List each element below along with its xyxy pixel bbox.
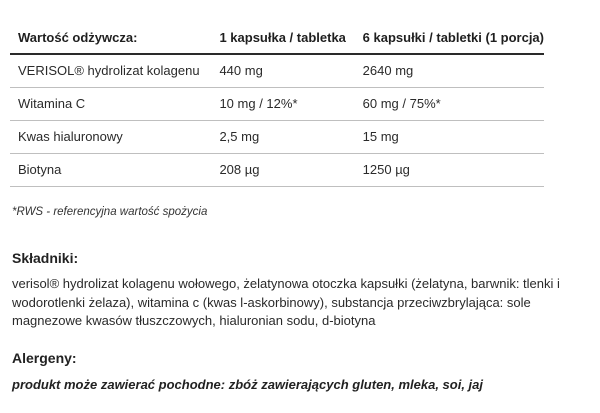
per-capsule-value: 10 mg / 12%* (219, 96, 298, 111)
column-header-per-capsule: 1 kapsułka / tabletka (219, 30, 346, 45)
allergens-text: produkt może zawierać pochodne: zbóż zawierających gluten, mleka, soi, jaj (12, 377, 484, 392)
ingredients-heading: Składniki: (12, 250, 79, 266)
table-row (10, 120, 544, 153)
per-capsule-value: 208 µg (219, 162, 260, 177)
column-header-nutrient: Wartość odżywcza: (18, 30, 138, 45)
rws-footnote: *RWS - referencyjna wartość spożycia (12, 206, 208, 218)
per-portion-value: 60 mg / 75%* (362, 96, 441, 111)
nutrient-name: VERISOL® hydrolizat kolagenu (18, 63, 200, 79)
per-portion-value: 15 mg (362, 129, 399, 144)
allergens-heading: Alergeny: (12, 350, 77, 366)
per-portion-value: 1250 µg (362, 162, 410, 177)
table-row (10, 87, 544, 120)
per-capsule-value: 2,5 mg (219, 129, 260, 144)
column-header-per-portion: 6 kapsułki / tabletki (1 porcja) (362, 30, 544, 45)
table-header-row (10, 22, 544, 54)
per-portion-value: 2640 mg (362, 63, 414, 79)
table-row (10, 153, 544, 186)
nutrient-name: Kwas hialuronowy (18, 129, 123, 144)
per-capsule-value: 440 mg (219, 63, 263, 79)
nutrition-table (10, 22, 544, 187)
table-row (10, 54, 544, 87)
nutrient-name: Witamina C (18, 96, 86, 111)
ingredients-text: verisol® hydrolizat kolagenu wołowego, żelatynowa otoczka kapsułki (żelatyna, barwnik: tlenki i wodorotlenki żelaza), witamina c (kwas l-askorbinowy), substancja przeciwzbrylająca: sole magnezowe kwasów tłuszczowych, hialuronian sodu, d-biotyna (12, 276, 560, 328)
nutrient-name: Biotyna (18, 162, 62, 177)
